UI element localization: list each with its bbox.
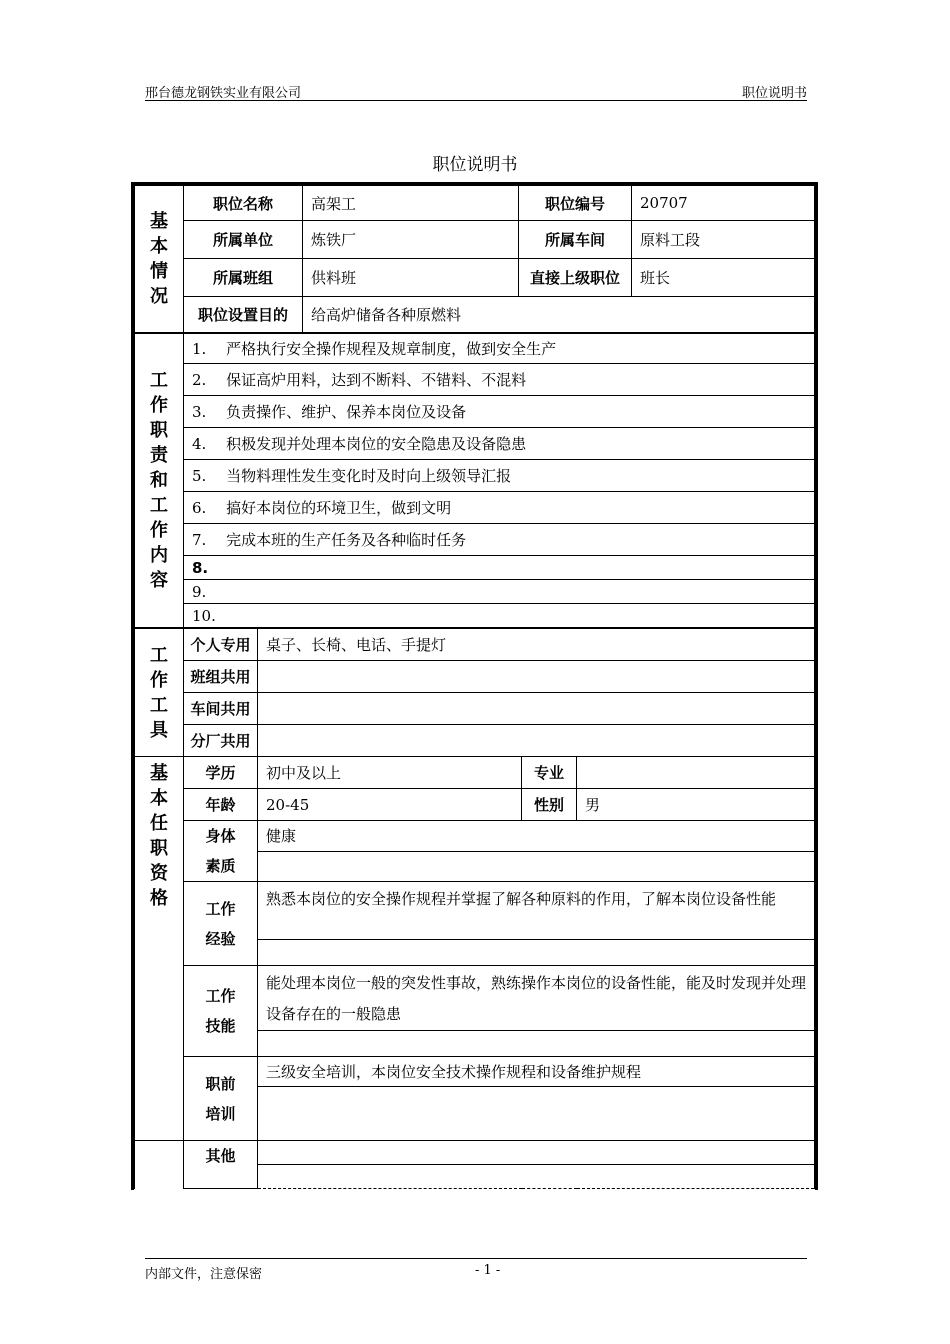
training-label: 职前培训 — [184, 1057, 258, 1141]
tools-section — [134, 628, 815, 757]
training-extra-line — [258, 1087, 815, 1141]
duty-item: 6. 搞好本岗位的环境卫生，做到文明 — [184, 492, 815, 524]
duty-item: 7. 完成本班的生产任务及各种临时任务 — [184, 524, 815, 556]
unit-label: 所属单位 — [184, 221, 303, 259]
position-code-value: 20707 — [632, 186, 815, 221]
tool-row-label: 班组共用 — [184, 661, 258, 693]
age-label: 年龄 — [184, 789, 258, 821]
duty-item: 2. 保证高炉用料，达到不断料、不错料、不混料 — [184, 364, 815, 396]
major-label: 专业 — [522, 757, 577, 789]
purpose-value: 给高炉储备各种原燃料 — [303, 297, 815, 333]
tool-row-value — [258, 661, 815, 693]
education-label: 学历 — [184, 757, 258, 789]
tool-row-value — [258, 693, 815, 725]
other-label: 其他 — [184, 1141, 258, 1189]
page-header — [145, 80, 807, 101]
physical-extra-line — [258, 851, 815, 882]
page-footer — [145, 1258, 807, 1281]
basic-info-section — [134, 185, 815, 333]
experience-label: 工作经验 — [184, 882, 258, 966]
physical-value: 健康 — [258, 821, 815, 852]
education-value: 初中及以上 — [258, 757, 522, 789]
position-code-label: 职位编号 — [519, 186, 632, 221]
duty-item: 1. 严格执行安全操作规程及规章制度，做到安全生产 — [184, 334, 815, 364]
tools-label: 工作工具 — [135, 629, 184, 757]
position-name-value: 高架工 — [303, 186, 519, 221]
superior-label: 直接上级职位 — [519, 259, 632, 297]
physical-label: 身体素质 — [184, 821, 258, 882]
other-value — [258, 1141, 815, 1165]
basic-info-label: 基本情况 — [135, 186, 184, 333]
experience-value: 熟悉本岗位的安全操作规程并掌握了解各种原料的作用，了解本岗位设备性能 — [258, 882, 815, 940]
duty-item: 9. — [184, 580, 815, 604]
document-title: 职位说明书 — [432, 155, 518, 175]
team-value: 供料班 — [303, 259, 519, 297]
training-value: 三级安全培训，本岗位安全技术操作规程和设备维护规程 — [258, 1057, 815, 1087]
duty-item: 10. — [184, 604, 815, 628]
duties-section — [134, 333, 815, 628]
duty-item: 5. 当物料理性发生变化时及时向上级领导汇报 — [184, 460, 815, 492]
page-number: - 1 - — [475, 1263, 501, 1278]
workshop-label: 所属车间 — [519, 221, 632, 259]
gender-value: 男 — [577, 789, 815, 821]
workshop-value: 原料工段 — [632, 221, 815, 259]
tool-row-value — [258, 725, 815, 757]
major-value — [577, 757, 815, 789]
superior-value: 班长 — [632, 259, 815, 297]
age-value: 20-45 — [258, 789, 522, 821]
qualifications-label: 基本任职资格 — [135, 757, 184, 1141]
tool-row-label: 个人专用 — [184, 629, 258, 661]
duty-item: 3. 负责操作、维护、保养本岗位及设备 — [184, 396, 815, 428]
other-extra-line — [258, 1165, 815, 1189]
gender-label: 性别 — [522, 789, 577, 821]
team-label: 所属班组 — [184, 259, 303, 297]
skills-extra-line — [258, 1031, 815, 1057]
header-doc-type: 职位说明书 — [741, 86, 807, 101]
skills-label: 工作技能 — [184, 966, 258, 1057]
unit-value: 炼铁厂 — [303, 221, 519, 259]
tool-row-label: 分厂共用 — [184, 725, 258, 757]
duty-item: 4. 积极发现并处理本岗位的安全隐患及设备隐患 — [184, 428, 815, 460]
experience-extra-line — [258, 940, 815, 966]
duty-item: 8. — [184, 556, 815, 580]
purpose-label: 职位设置目的 — [184, 297, 303, 333]
company-name: 邢台德龙钢铁实业有限公司 — [145, 86, 302, 101]
tool-row-value: 桌子、长椅、电话、手提灯 — [258, 629, 815, 661]
position-name-label: 职位名称 — [184, 186, 303, 221]
tool-row-label: 车间共用 — [184, 693, 258, 725]
skills-value: 能处理本岗位一般的突发性事故，熟练操作本岗位的设备性能，能及时发现并处理设备存在的一般隐患 — [258, 966, 815, 1031]
confidential-note: 内部文件，注意保密 — [145, 1267, 263, 1282]
duties-label: 工作职责和工作内容 — [135, 334, 184, 628]
qualifications-section — [134, 756, 815, 1189]
